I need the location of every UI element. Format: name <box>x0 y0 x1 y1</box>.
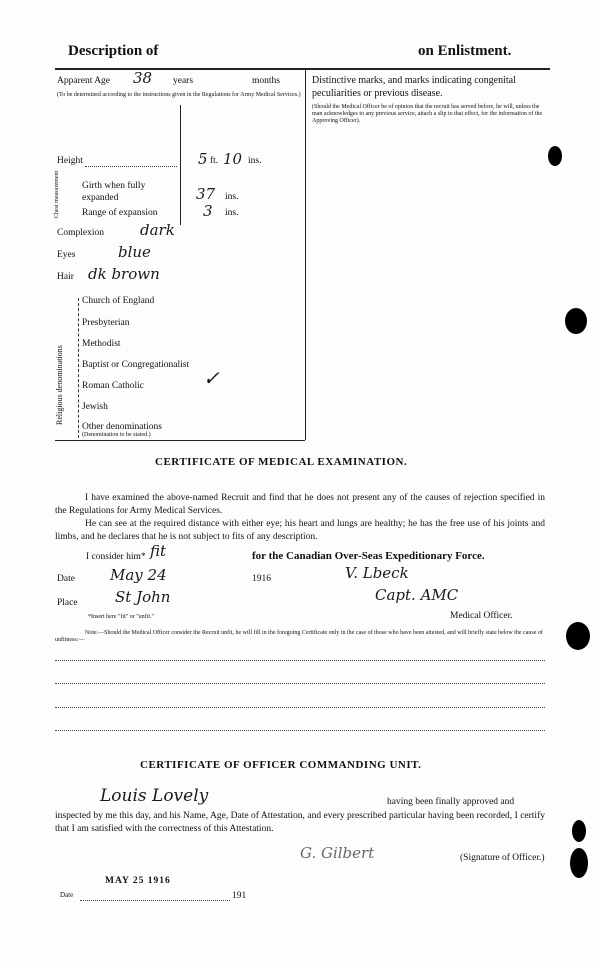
punch-hole-icon <box>548 146 562 166</box>
recruit-name-signature: Louis Lovely <box>100 786 209 806</box>
marks-note: (Should the Medical Officer be of opinion that the recruit has served before, he will, unless the man acknowledges to any previous service, attach a slip to that effect, for the information of the Approving Officer). <box>312 104 543 124</box>
punch-hole-icon <box>566 622 590 650</box>
signature-label: (Signature of Officer.) <box>460 853 545 863</box>
medical-para-1: I have examined the above-named Recruit and find that he does not present any of the causes of rejection specified in the Regulations for Army Medical Services. <box>55 493 545 516</box>
medical-officer-rank: Capt. AMC <box>375 586 459 604</box>
hair-value: dk brown <box>88 265 160 283</box>
hair-label: Hair <box>57 272 74 282</box>
eyes-value: blue <box>118 243 151 261</box>
expansion-label: Range of expansion <box>82 208 158 218</box>
religion-other: Other denominations <box>82 422 162 432</box>
age-value: 38 <box>133 69 153 87</box>
medical-heading: CERTIFICATE OF MEDICAL EXAMINATION. <box>155 456 408 468</box>
table-bottom <box>55 440 305 441</box>
date-stamp: MAY 25 1916 <box>105 876 171 886</box>
medical-officer-signature: V. Lbeck <box>345 564 409 582</box>
consider-label: I consider him* <box>86 552 146 562</box>
height-label: Height <box>57 156 83 166</box>
top-rule <box>55 68 550 70</box>
eyes-label: Eyes <box>57 250 76 260</box>
commanding-heading: CERTIFICATE OF OFFICER COMMANDING UNIT. <box>140 759 422 771</box>
marks-heading: Distinctive marks, and marks indicating congenital peculiarities or previous disease. <box>312 75 516 99</box>
age-note: (To be determined according to the instructions given in the Regulations for Army Medical Services.) <box>57 92 301 98</box>
title-right: on Enlistment. <box>418 43 512 59</box>
punch-hole-icon <box>570 848 588 878</box>
religion-jewish: Jewish <box>82 402 108 412</box>
year-value: 1916 <box>252 574 271 584</box>
religion-label: Religious denominations <box>55 345 64 425</box>
expansion-ins: ins. <box>225 208 239 218</box>
commanding-year: 191 <box>232 891 247 901</box>
unfit-note: Note.—Should the Medical Officer consider the Recruit unfit, he will fill in the foregoing Certificate only in the case of those who have been attested, and will briefly state below the cause of unfitness:— <box>55 630 543 643</box>
religion-presbyterian: Presbyterian <box>82 318 130 328</box>
ins-label: ins. <box>248 156 262 166</box>
commanding-para-start: having been finally approved and <box>387 797 515 807</box>
date-label: Date <box>57 574 75 584</box>
girth-ins: ins. <box>225 192 239 202</box>
years-label: years <box>173 76 194 86</box>
height-ft-value: 5 <box>198 150 208 168</box>
religion-methodist: Methodist <box>82 339 121 349</box>
medical-para-2: He can see at the required distance with either eye; his heart and lungs are healthy; he has the free use of his joints and limbs, and he declares that he is not subject to fits of any description. <box>55 519 545 542</box>
expansion-value: 3 <box>203 202 213 220</box>
complexion-label: Complexion <box>57 228 104 238</box>
religion-roman-catholic: Roman Catholic <box>82 381 145 391</box>
column-divider <box>305 70 306 440</box>
date-value: May 24 <box>110 566 167 584</box>
value-divider <box>180 105 181 225</box>
fit-value: fit <box>150 542 167 560</box>
punch-hole-icon <box>565 308 587 334</box>
girth-label: Girth when fully expanded <box>82 181 146 203</box>
religion-baptist: Baptist or Congregationalist <box>82 360 190 370</box>
age-label: Apparent Age <box>57 76 111 86</box>
complexion-value: dark <box>140 221 175 239</box>
religion-note: (Denomination to be stated.) <box>82 432 151 438</box>
place-value: St John <box>115 588 171 606</box>
place-label: Place <box>57 598 78 608</box>
punch-hole-icon <box>572 820 586 842</box>
height-in-value: 10 <box>223 150 243 168</box>
months-label: months <box>252 76 280 86</box>
insert-note: *Insert here "fit" or "unfit." <box>88 614 154 620</box>
girth-value: 37 <box>196 185 216 203</box>
religion-church-of-england: Church of England <box>82 296 155 306</box>
ft-label: ft. <box>210 156 219 166</box>
commanding-para: inspected by me this day, and his Name, Age, Date of Attestation, and every prescribed particular having been recorded, I certify that I am satisfied with the correctness of this Attestation. <box>55 811 545 834</box>
title-left: Description of <box>68 43 159 59</box>
chest-label: Chest measurement <box>54 170 60 218</box>
medical-officer-label: Medical Officer. <box>450 611 513 621</box>
force-label: for the Canadian Over-Seas Expeditionary Force. <box>252 550 485 562</box>
commanding-date-label: Date <box>60 891 74 899</box>
check-mark-icon: ✓ <box>203 366 220 390</box>
commanding-officer-signature: G. Gilbert <box>300 844 375 862</box>
